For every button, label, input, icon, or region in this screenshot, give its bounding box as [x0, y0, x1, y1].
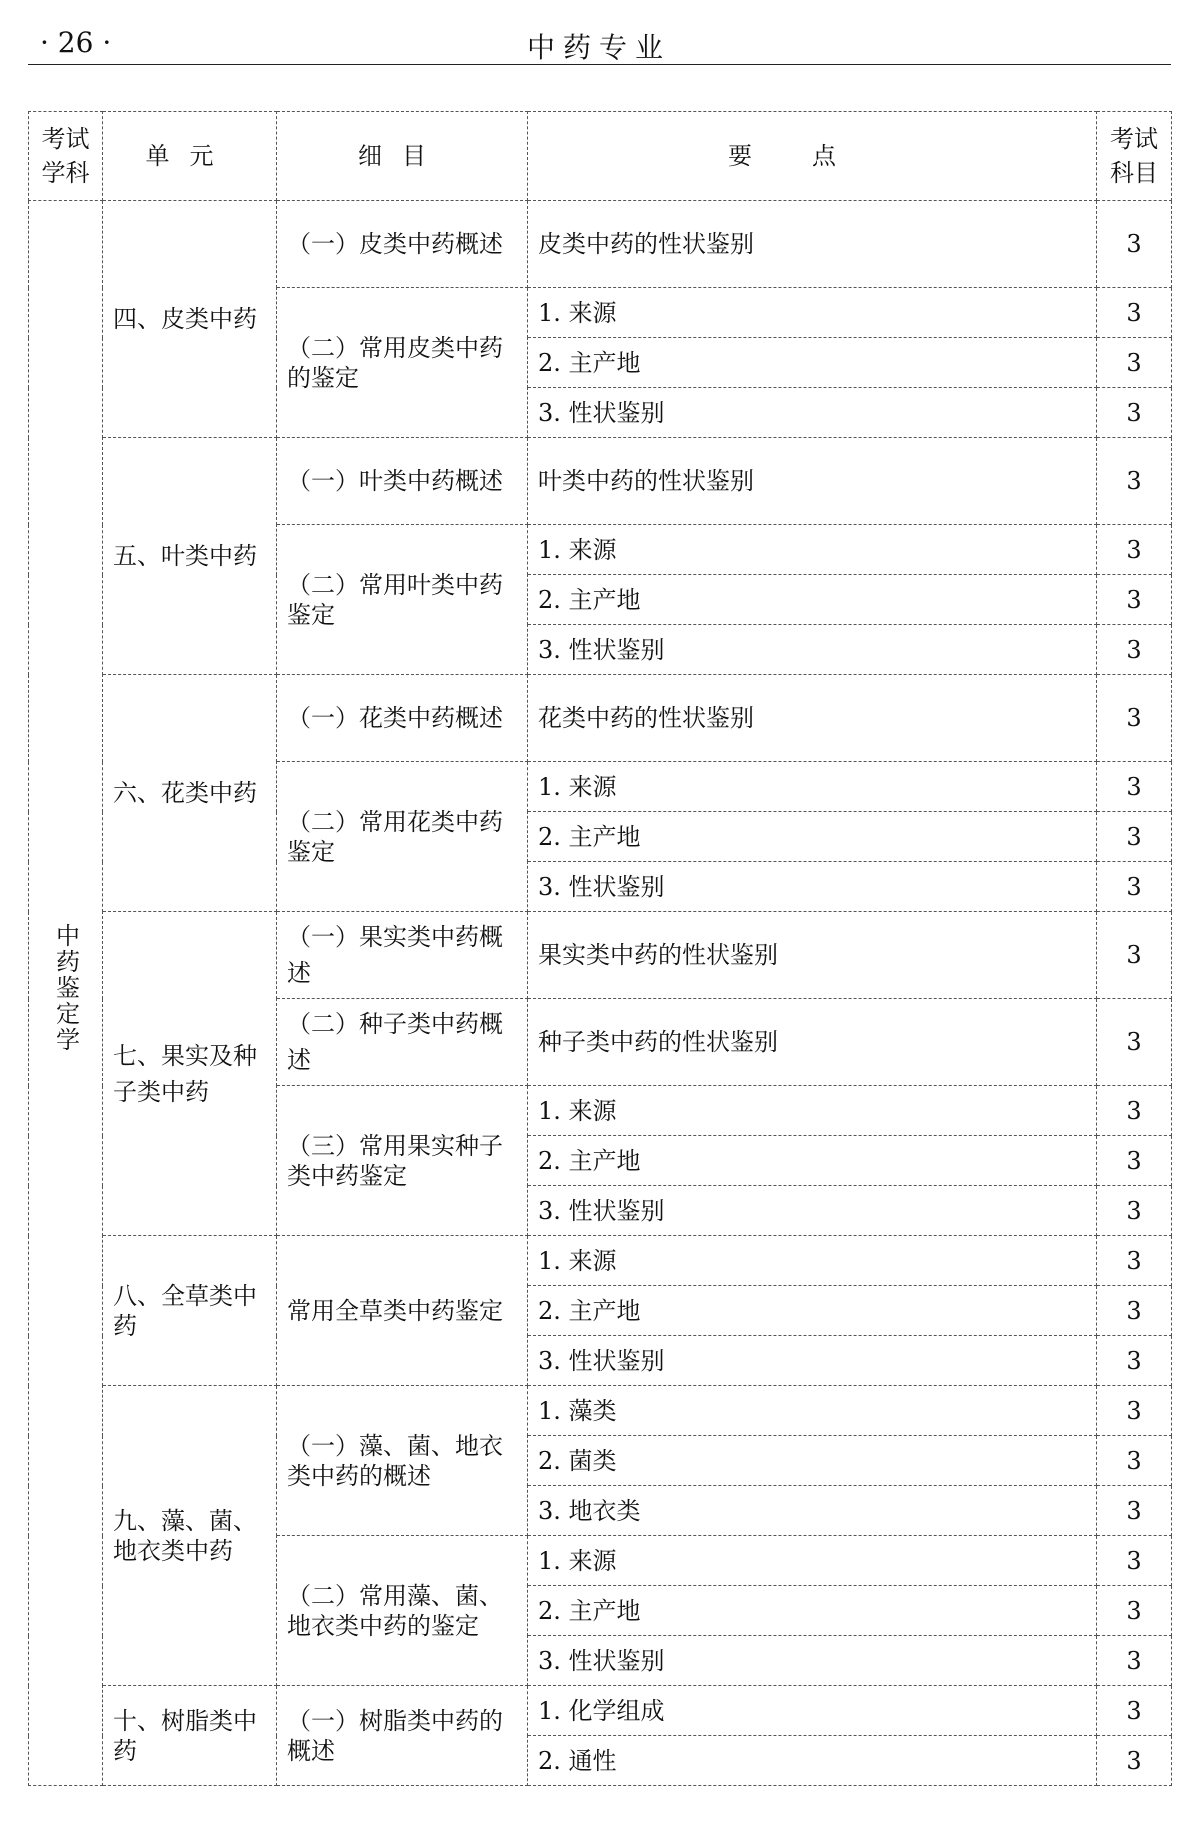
point-cell: 皮类中药的性状鉴别 — [528, 201, 1097, 288]
point-cell: 叶类中药的性状鉴别 — [528, 438, 1097, 525]
exam-cell: 3 — [1097, 1736, 1172, 1786]
exam-cell: 3 — [1097, 438, 1172, 525]
col-header-exam: 考试科目 — [1097, 112, 1172, 201]
unit-cell: 十、树脂类中药 — [103, 1686, 277, 1786]
table-row — [29, 1386, 1172, 1436]
exam-cell: 3 — [1097, 1686, 1172, 1736]
table-header-row — [29, 112, 1172, 201]
exam-cell: 3 — [1097, 1286, 1172, 1336]
exam-cell: 3 — [1097, 912, 1172, 999]
detail-cell: （二）常用藻、菌、地衣类中药的鉴定 — [277, 1536, 528, 1686]
col-header-subject: 考试学科 — [29, 112, 103, 201]
detail-cell: （一）果实类中药概述 — [277, 912, 528, 999]
point-cell: 3. 性状鉴别 — [528, 625, 1097, 675]
detail-cell: （一）花类中药概述 — [277, 675, 528, 762]
exam-cell: 3 — [1097, 1186, 1172, 1236]
point-cell: 2. 主产地 — [528, 812, 1097, 862]
header-rule — [28, 64, 1171, 65]
point-cell: 3. 性状鉴别 — [528, 1336, 1097, 1386]
point-cell: 1. 来源 — [528, 288, 1097, 338]
unit-cell: 八、全草类中药 — [103, 1236, 277, 1386]
table-row — [29, 201, 1172, 288]
unit-cell: 四、皮类中药 — [103, 201, 277, 438]
point-cell: 2. 主产地 — [528, 575, 1097, 625]
exam-cell: 3 — [1097, 999, 1172, 1086]
point-cell: 1. 来源 — [528, 762, 1097, 812]
unit-cell: 七、果实及种子类中药 — [103, 912, 277, 1236]
point-cell: 2. 主产地 — [528, 1286, 1097, 1336]
exam-cell: 3 — [1097, 1636, 1172, 1686]
detail-cell: 常用全草类中药鉴定 — [277, 1236, 528, 1386]
detail-cell: （二）常用花类中药鉴定 — [277, 762, 528, 912]
point-cell: 种子类中药的性状鉴别 — [528, 999, 1097, 1086]
subject-cell: 中药鉴定学 — [29, 201, 103, 1786]
detail-cell: （一）叶类中药概述 — [277, 438, 528, 525]
running-title: 中药专业 — [526, 31, 671, 64]
point-cell: 1. 来源 — [528, 1536, 1097, 1586]
detail-cell: （二）常用叶类中药鉴定 — [277, 525, 528, 675]
exam-cell: 3 — [1097, 525, 1172, 575]
exam-cell: 3 — [1097, 201, 1172, 288]
detail-cell: （一）皮类中药概述 — [277, 201, 528, 288]
point-cell: 3. 性状鉴别 — [528, 1186, 1097, 1236]
point-cell: 果实类中药的性状鉴别 — [528, 912, 1097, 999]
exam-cell: 3 — [1097, 1236, 1172, 1286]
point-cell: 2. 主产地 — [528, 1586, 1097, 1636]
unit-cell: 六、花类中药 — [103, 675, 277, 912]
table-row — [29, 1686, 1172, 1736]
detail-cell: （二）种子类中药概述 — [277, 999, 528, 1086]
point-cell: 3. 性状鉴别 — [528, 1636, 1097, 1686]
point-cell: 1. 化学组成 — [528, 1686, 1097, 1736]
col-header-unit: 单元 — [103, 112, 277, 201]
exam-cell: 3 — [1097, 1336, 1172, 1386]
table-row — [29, 1236, 1172, 1286]
exam-cell: 3 — [1097, 862, 1172, 912]
point-cell: 1. 来源 — [528, 525, 1097, 575]
detail-cell: （一）藻、菌、地衣类中药的概述 — [277, 1386, 528, 1536]
point-cell: 2. 通性 — [528, 1736, 1097, 1786]
point-cell: 花类中药的性状鉴别 — [528, 675, 1097, 762]
point-cell: 2. 主产地 — [528, 1136, 1097, 1186]
exam-cell: 3 — [1097, 675, 1172, 762]
detail-cell: （二）常用皮类中药的鉴定 — [277, 288, 528, 438]
unit-cell: 五、叶类中药 — [103, 438, 277, 675]
point-cell: 1. 藻类 — [528, 1386, 1097, 1436]
point-cell: 3. 性状鉴别 — [528, 862, 1097, 912]
col-header-points: 要点 — [528, 112, 1097, 201]
unit-cell: 九、藻、菌、地衣类中药 — [103, 1386, 277, 1686]
exam-cell: 3 — [1097, 288, 1172, 338]
point-cell: 2. 菌类 — [528, 1436, 1097, 1486]
exam-cell: 3 — [1097, 1136, 1172, 1186]
exam-cell: 3 — [1097, 1586, 1172, 1636]
exam-cell: 3 — [1097, 1086, 1172, 1136]
exam-cell: 3 — [1097, 575, 1172, 625]
table-row — [29, 912, 1172, 999]
exam-cell: 3 — [1097, 1536, 1172, 1586]
table-row — [29, 438, 1172, 525]
exam-cell: 3 — [1097, 338, 1172, 388]
exam-cell: 3 — [1097, 625, 1172, 675]
point-cell: 2. 主产地 — [528, 338, 1097, 388]
exam-cell: 3 — [1097, 1486, 1172, 1536]
exam-cell: 3 — [1097, 1386, 1172, 1436]
syllabus-table — [28, 111, 1172, 1786]
detail-cell: （一）树脂类中药的概述 — [277, 1686, 528, 1786]
detail-cell: （三）常用果实种子类中药鉴定 — [277, 1086, 528, 1236]
point-cell: 1. 来源 — [528, 1236, 1097, 1286]
col-header-detail: 细目 — [277, 112, 528, 201]
exam-cell: 3 — [1097, 762, 1172, 812]
exam-cell: 3 — [1097, 1436, 1172, 1486]
table-row — [29, 675, 1172, 762]
page-header — [28, 20, 1170, 64]
exam-cell: 3 — [1097, 812, 1172, 862]
page-number: · 26 · — [40, 26, 112, 59]
point-cell: 3. 地衣类 — [528, 1486, 1097, 1536]
point-cell: 1. 来源 — [528, 1086, 1097, 1136]
point-cell: 3. 性状鉴别 — [528, 388, 1097, 438]
exam-cell: 3 — [1097, 388, 1172, 438]
